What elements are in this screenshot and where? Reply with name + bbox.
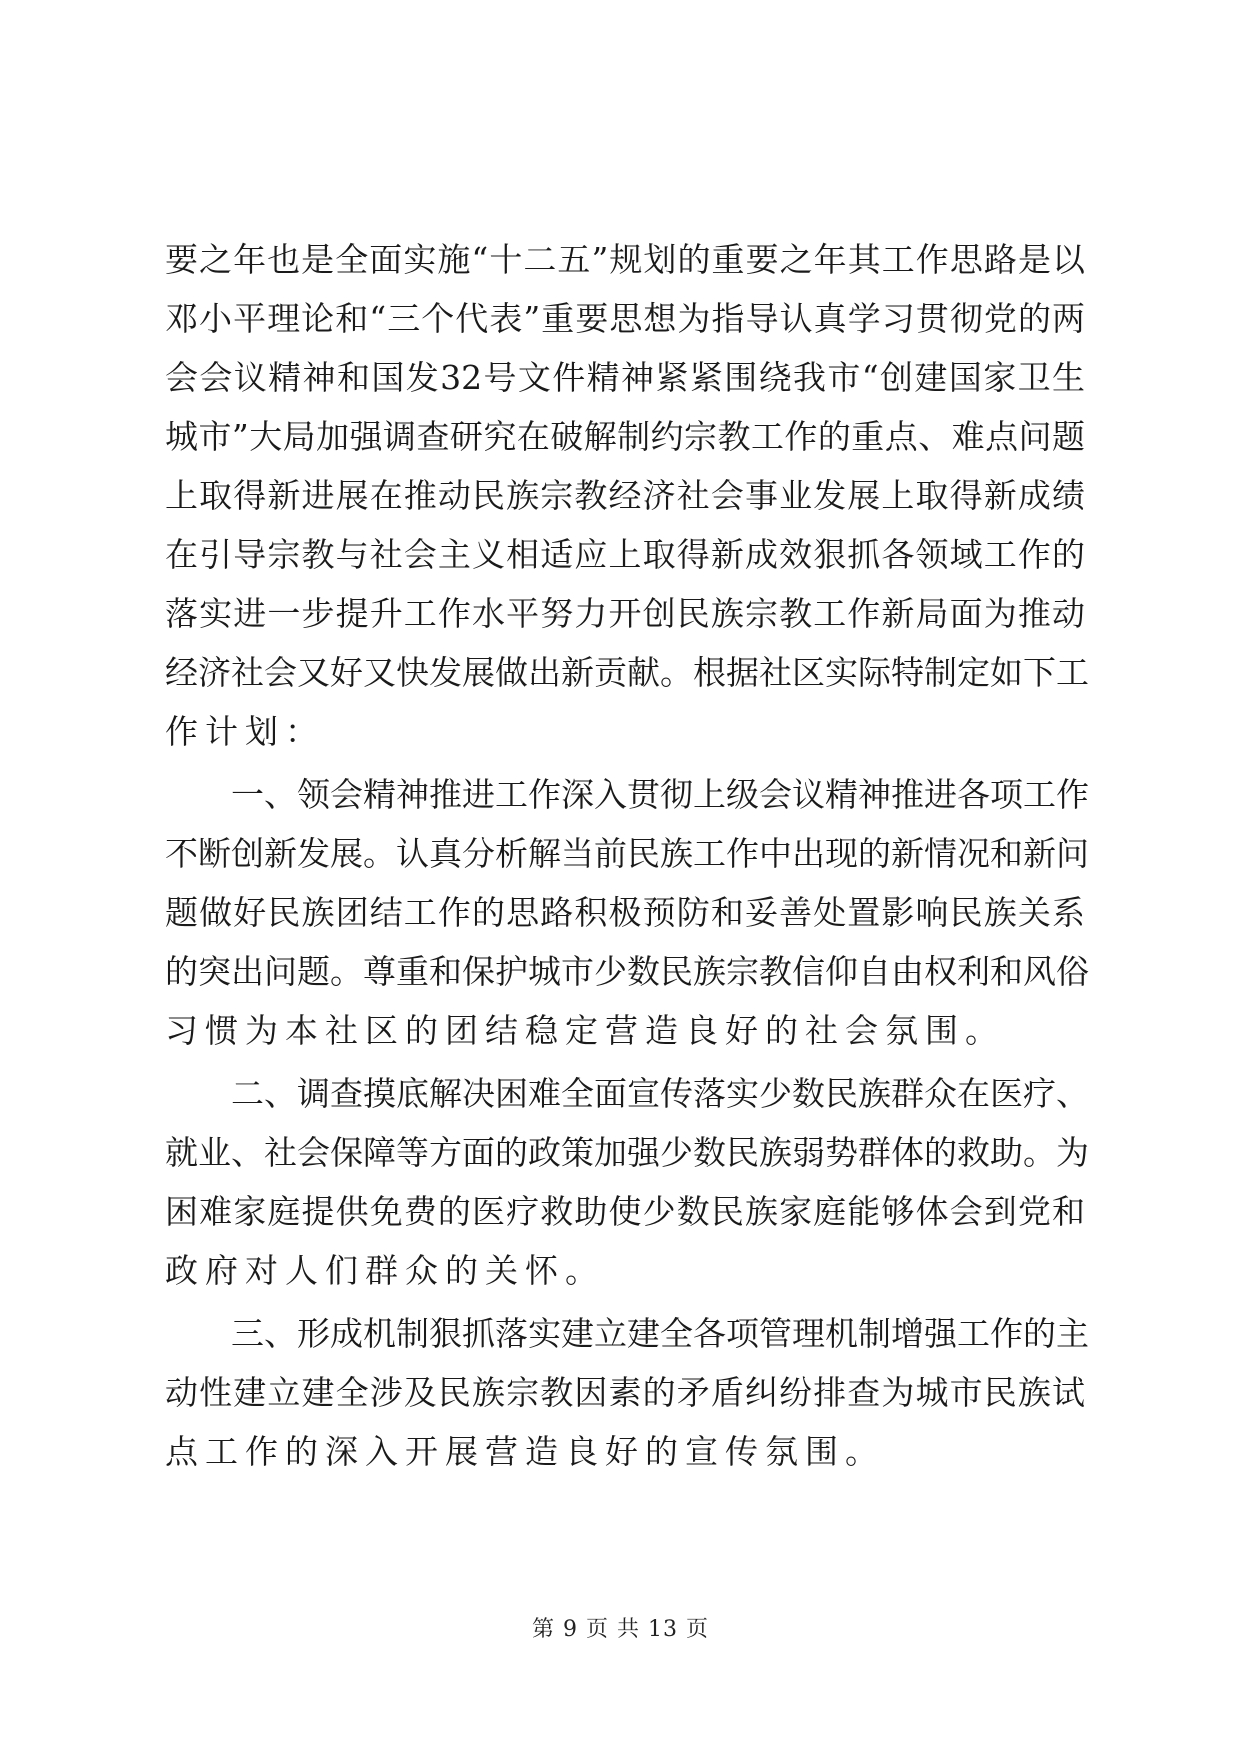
body-line: 习惯为本社区的团结稳定营造良好的社会氛围。 — [165, 1011, 1005, 1050]
body-line: 经济社会又好又快发展做出新贡献。根据社区实际特制定如下工 — [165, 653, 1089, 692]
document-body — [165, 230, 1089, 1481]
body-line: 不断创新发展。认真分析解当前民族工作中出现的新情况和新问 — [165, 834, 1089, 873]
body-line: 三、形成机制狠抓落实建立建全各项管理机制增强工作的主 — [231, 1314, 1089, 1353]
body-line: 落实进一步提升工作水平努力开创民族宗教工作新局面为推动 — [165, 594, 1085, 633]
body-line: 会会议精神和国发32号文件精神紧紧围绕我市“创建国家卫生 — [165, 358, 1085, 397]
body-line: 动性建立建全涉及民族宗教因素的矛盾纠纷排查为城市民族试 — [165, 1373, 1085, 1412]
body-line: 城市”大局加强调查研究在破解制约宗教工作的重点、难点问题 — [165, 417, 1085, 456]
body-line: 在引导宗教与社会主义相适应上取得新成效狠抓各领域工作的 — [165, 535, 1085, 574]
body-line: 二、调查摸底解决困难全面宣传落实少数民族群众在医疗、 — [231, 1074, 1089, 1113]
body-line: 作计划： — [165, 712, 325, 751]
body-line: 上取得新进展在推动民族宗教经济社会事业发展上取得新成绩 — [165, 476, 1085, 515]
body-line: 点工作的深入开展营造良好的宣传氛围。 — [165, 1432, 885, 1471]
body-line: 就业、社会保障等方面的政策加强少数民族弱势群体的救助。为 — [165, 1133, 1089, 1172]
body-line: 一、领会精神推进工作深入贯彻上级会议精神推进各项工作 — [231, 775, 1089, 814]
body-line: 的突出问题。尊重和保护城市少数民族宗教信仰自由权利和风俗 — [165, 952, 1089, 991]
body-line: 邓小平理论和“三个代表”重要思想为指导认真学习贯彻党的两 — [165, 299, 1085, 338]
body-line: 政府对人们群众的关怀。 — [165, 1251, 605, 1290]
body-line: 要之年也是全面实施“十二五”规划的重要之年其工作思路是以 — [165, 240, 1085, 279]
body-line: 题做好民族团结工作的思路积极预防和妥善处置影响民族关系 — [165, 893, 1085, 932]
body-line: 困难家庭提供免费的医疗救助使少数民族家庭能够体会到党和 — [165, 1192, 1085, 1231]
page-number-footer: 第 9 页 共 13 页 — [532, 1617, 709, 1642]
